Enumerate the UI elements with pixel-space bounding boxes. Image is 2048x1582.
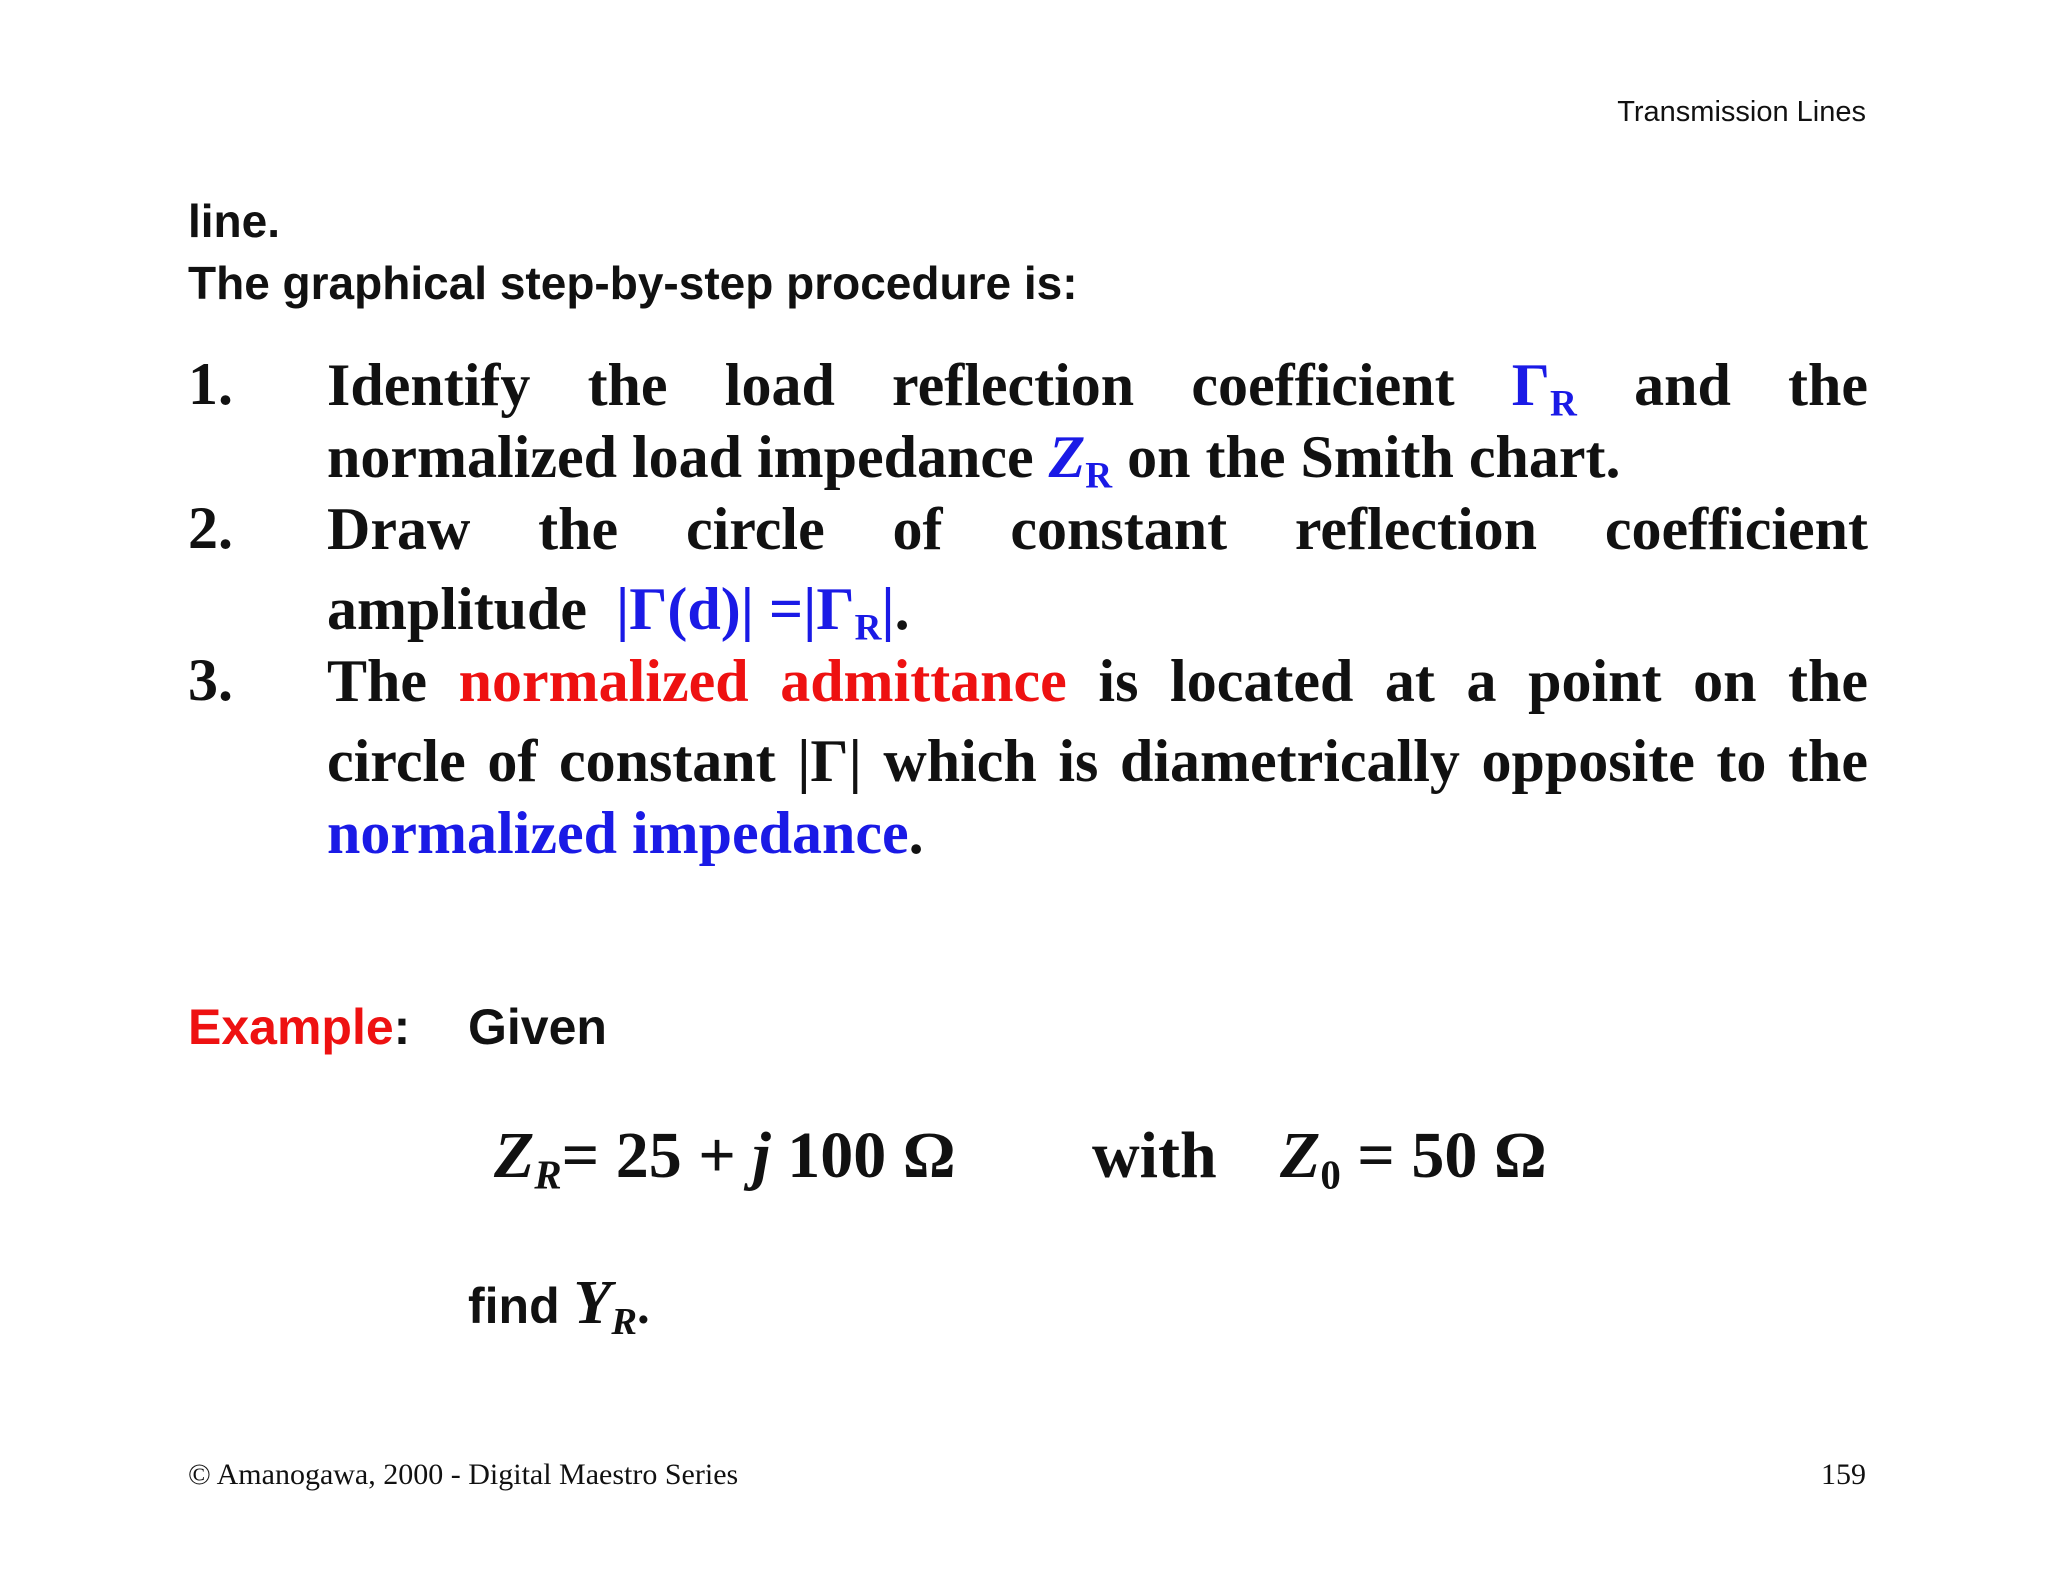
normalized-admittance-highlight: normalized admittance [458,648,1067,714]
load-impedance-equation: $Z_R= 25 + j$ 100 Ω [494,1119,956,1198]
step-3-text-a: The [327,648,428,714]
step-2-line-2 [327,574,910,649]
characteristic-impedance-equation: $Z_0 = 50$ Ω [1280,1119,1547,1198]
step-1-text-a: Identify the load reflection coefficient [327,352,1455,418]
step-1-line-2 [327,422,1621,497]
gamma-amplitude-expression: $|\Gamma(d)| =|\Gamma_R|$ [616,576,895,649]
find-instruction [468,1268,650,1343]
example-colon: : [393,999,411,1055]
with-word: with [1092,1119,1217,1192]
step-3-text-b: is located at a point on the [1098,648,1869,714]
example-word: Example [188,999,394,1055]
intro-text [188,190,1078,314]
step-1-text-d: on the Smith chart. [1127,424,1621,490]
step-3-number: 3. [188,647,233,713]
step-2-period: . [894,576,910,642]
step-3-line-3 [327,798,924,868]
step-1-line-1 [327,350,1869,425]
header-title: Transmission Lines [1617,96,1866,128]
step-1-number: 1. [188,351,233,417]
page-number: 159 [1821,1458,1866,1491]
step-2-line-1: Draw the circle of constant reflection coefficient [327,496,1868,562]
y-r-symbol: $Y_R$ [573,1269,638,1343]
step-2-text-b: amplitude [327,576,588,642]
step-1-text-b: and the [1634,352,1869,418]
step-3-line-1 [327,646,1868,716]
intro-line-1: line. [188,195,281,247]
intro-line-2: The graphical step-by-step procedure is: [188,257,1078,309]
step-1-text-c: normalized load impedance [327,424,1034,490]
step-3-period: . [908,800,924,866]
footer-copyright: © Amanogawa, 2000 - Digital Maestro Series [188,1458,739,1491]
example-label [188,998,410,1056]
step-3-line-2: circle of constant |Γ| which is diametrically opposite to the [327,728,1868,794]
normalized-impedance-highlight: normalized impedance [327,800,909,866]
gamma-r-symbol: $\Gamma_R$ [1511,352,1577,425]
given-label: Given [468,999,607,1055]
find-word: find [468,1278,560,1334]
step-2-number: 2. [188,495,233,561]
find-period: . [637,1278,650,1334]
z-r-symbol: $Z_R$ [1048,424,1113,497]
